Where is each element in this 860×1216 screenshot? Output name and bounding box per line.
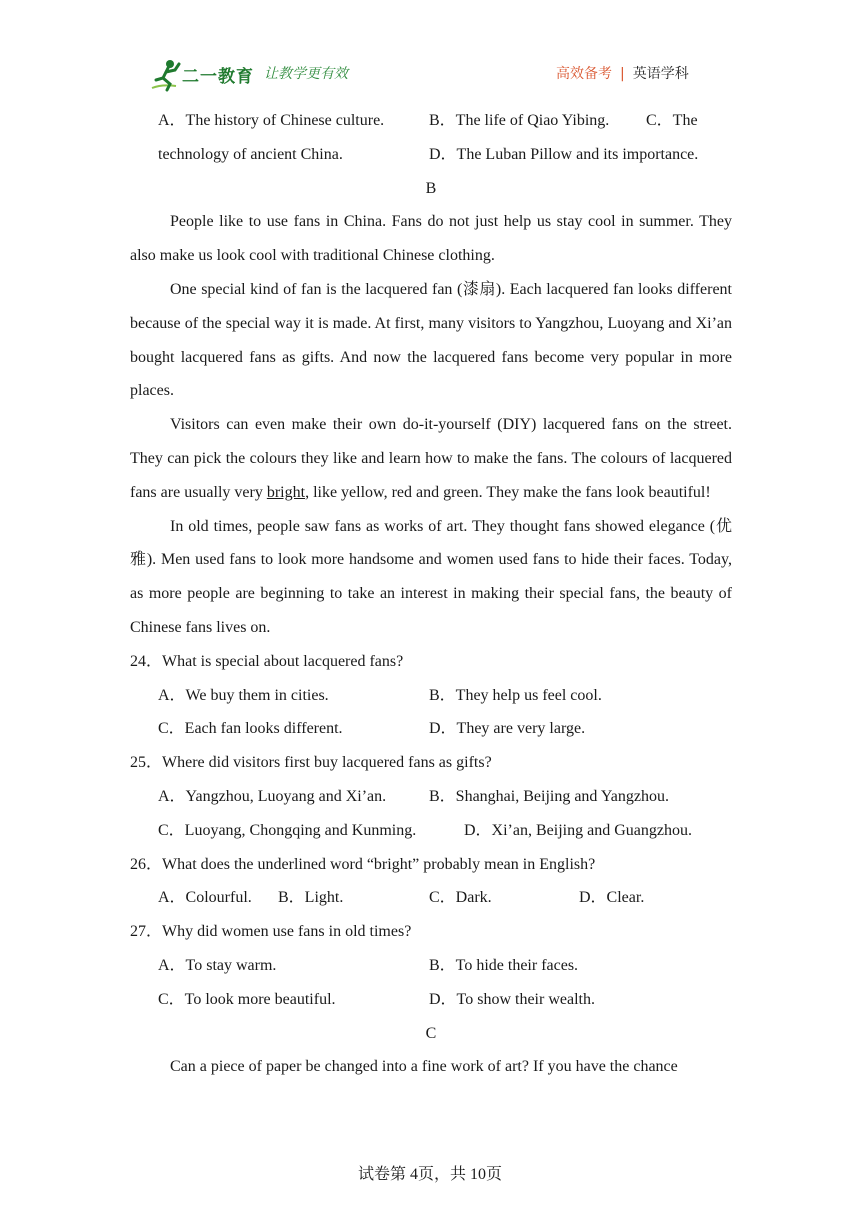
question-25-options-row-2 — [130, 814, 732, 848]
header-subject: 英语学科 — [632, 66, 689, 82]
passage-b-paragraph-1: People like to use fans in China. Fans do not just help us stay cool in summer. They also make us look cool with traditional Chinese clothing. — [130, 213, 732, 265]
q26-option-a: A．Colourful. — [158, 889, 252, 907]
q27-option-d: D．To show their wealth. — [429, 990, 595, 1008]
header-tag: 高效备考 — [556, 66, 612, 82]
passage-c-paragraph-1: Can a piece of paper be changed into a fine work of art? If you have the chance — [170, 1058, 678, 1076]
question-27-options-row-2 — [130, 983, 732, 1017]
question-24-options-row-2 — [130, 712, 732, 746]
q24-option-d: D．They are very large. — [429, 720, 586, 738]
page-header — [0, 0, 860, 100]
header-separator: | — [620, 66, 625, 82]
q25-option-a: A．Yangzhou, Luoyang and Xi’an. — [158, 787, 387, 805]
q24-option-c: C．Each fan looks different. — [158, 720, 343, 738]
question-24-stem: 24．What is special about lacquered fans? — [130, 652, 404, 670]
option-b: B．The life of Qiao Yibing. — [429, 112, 610, 129]
passage-c-heading: C — [425, 1024, 437, 1042]
q25-option-d: D．Xi’an, Beijing and Guangzhou. — [464, 821, 692, 839]
q24-option-b: B．They help us feel cool. — [429, 686, 602, 704]
question-25-stem: 25．Where did visitors first buy lacquered fans as gifts? — [130, 754, 492, 772]
logo-text: 二一教育 — [182, 67, 254, 87]
exam-content — [130, 104, 732, 1084]
q27-option-a: A．To stay warm. — [158, 956, 277, 974]
question-27-options-row-1 — [130, 949, 732, 983]
q25-option-c: C．Luoyang, Chongqing and Kunming. — [158, 821, 417, 839]
underlined-word: bright — [266, 483, 306, 501]
passage-b-heading: B — [425, 179, 437, 197]
option-d: D．The Luban Pillow and its importance. — [429, 145, 699, 163]
passage-b-paragraph-2: One special kind of fan is the lacquered fan (漆扇). Each lacquered fan looks different because of the special way it is made. At first, many visitors to Yangzhou, Luoyang and Xi’an bought lacquered fans as gifts. And now the lacquered fans become very popular in more places. — [130, 280, 732, 400]
q26-option-d: D．Clear. — [579, 889, 645, 907]
q27-option-c: C．To look more beautiful. — [158, 990, 336, 1008]
question-24-options-row-1 — [130, 679, 732, 713]
header-right — [556, 63, 689, 83]
prev-options-row-1 — [130, 104, 732, 138]
passage-b-paragraph-3: Visitors can even make their own do-it-yourself (DIY) lacquered fans on the street. They can pick the colours they like and learn how to make the fans. The colours of lacquered fans are usually very bright, like yellow, red and green. They make the fans look beautiful! — [130, 416, 732, 501]
q26-option-c: C．Dark. — [429, 889, 492, 907]
question-27-stem: 27．Why did women use fans in old times? — [130, 923, 412, 941]
question-26-stem: 26．What does the underlined word “bright” probably mean in English? — [130, 855, 596, 873]
slogan: 让教学更有效 — [264, 66, 348, 82]
question-26-options-row — [130, 881, 732, 915]
q24-option-a: A．We buy them in cities. — [158, 686, 329, 704]
page-footer: 试卷第 4页，共 10页 — [357, 1166, 502, 1183]
q27-option-b: B．To hide their faces. — [429, 956, 579, 974]
q26-option-b: B．Light. — [278, 889, 344, 907]
q25-option-b: B．Shanghai, Beijing and Yangzhou. — [429, 787, 669, 805]
question-25-options-row-1 — [130, 780, 732, 814]
passage-b-paragraph-4: In old times, people saw fans as works of art. They thought fans showed elegance (优雅). Men used fans to look more handsome and women used fans to hide their faces. Today, as more people are beginning to take an interest in making their special fans, the beauty of Chinese fans lives on. — [130, 517, 732, 636]
prev-options-row-2 — [130, 138, 732, 172]
option-c-continued: technology of ancient China. — [158, 145, 343, 163]
option-c: C．The — [646, 112, 698, 129]
option-a: A．The history of Chinese culture. — [158, 112, 385, 129]
